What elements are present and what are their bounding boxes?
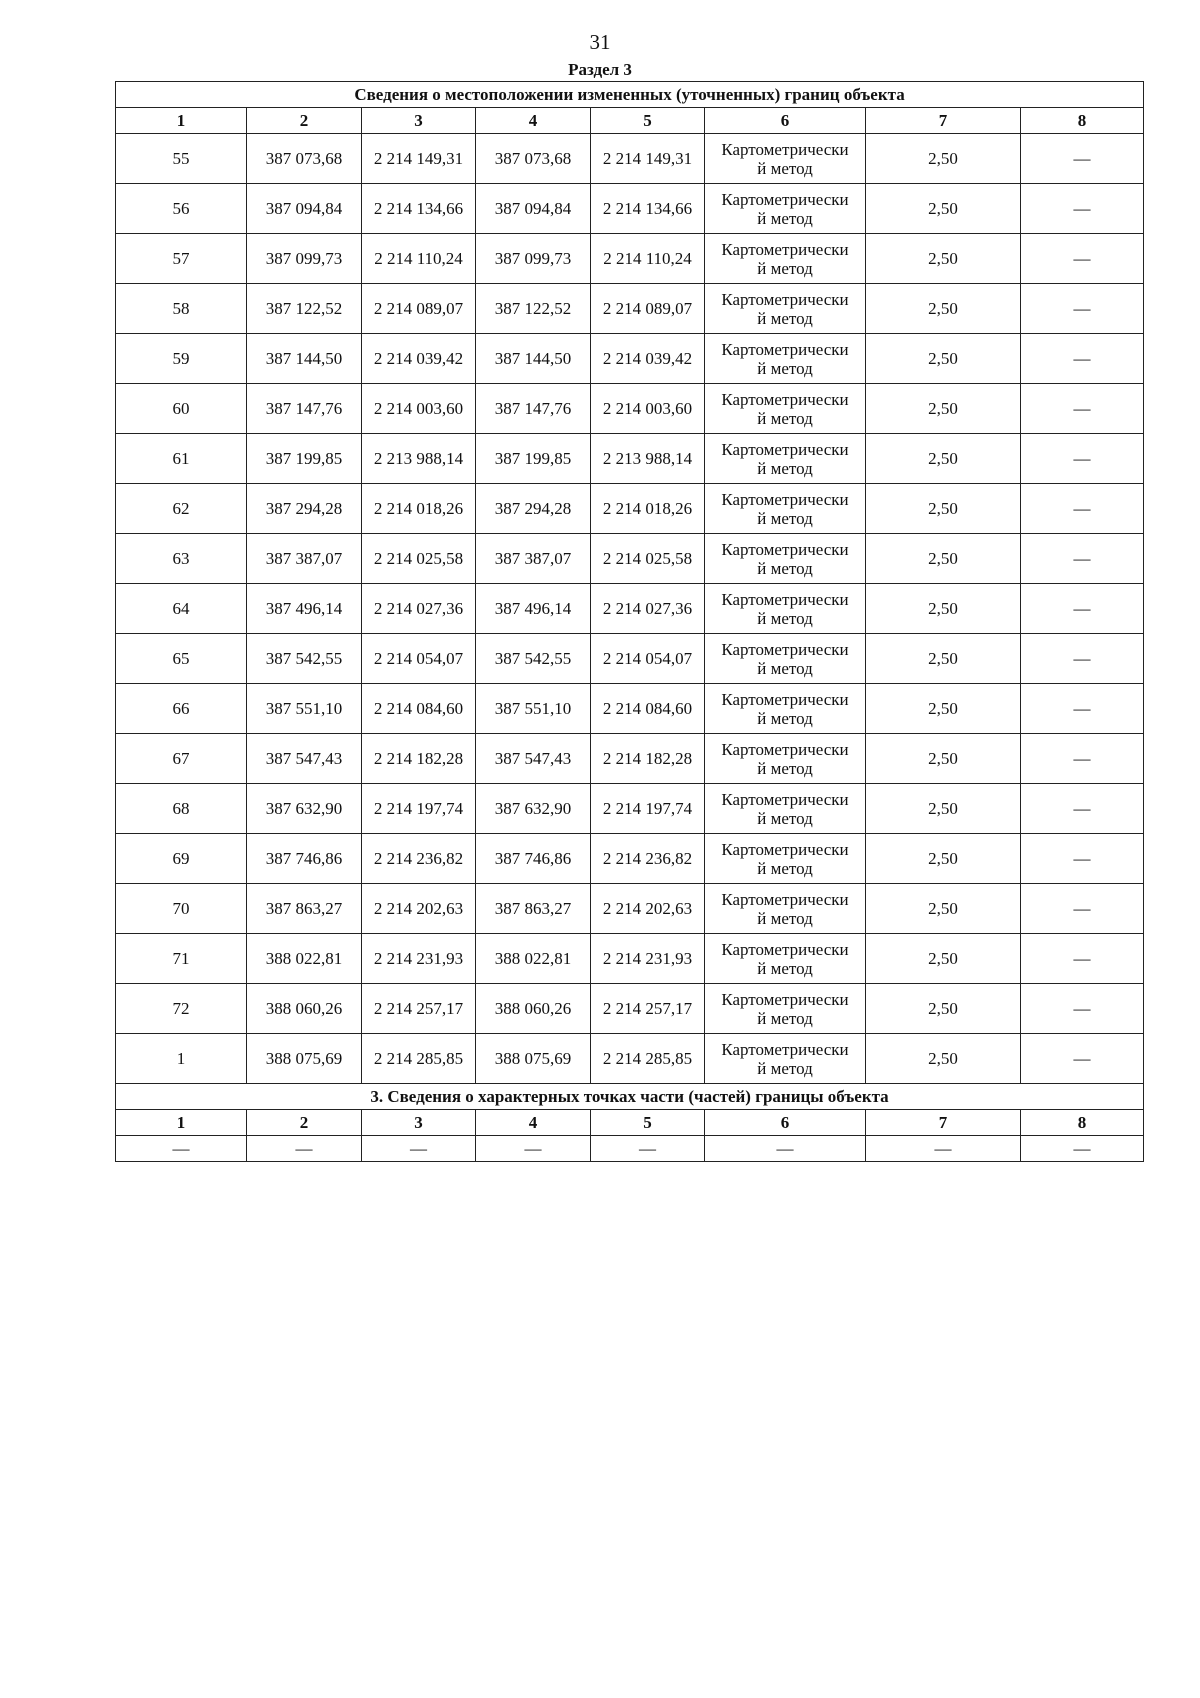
y-existing-cell: 2 214 054,07 — [362, 634, 476, 684]
method-line-2: й метод — [757, 458, 813, 478]
table-row — [116, 734, 1144, 784]
empty-cell: — — [362, 1136, 476, 1162]
method-line-1: Картометрически — [721, 289, 849, 309]
accuracy-cell: 2,50 — [866, 134, 1021, 184]
method-line-2: й метод — [757, 958, 813, 978]
y-refined-cell: 2 214 182,28 — [591, 734, 705, 784]
point-number-cell: 72 — [116, 984, 247, 1034]
table-row — [116, 534, 1144, 584]
y-existing-cell: 2 213 988,14 — [362, 434, 476, 484]
accuracy-cell: 2,50 — [866, 284, 1021, 334]
x-refined-cell: 387 122,52 — [476, 284, 591, 334]
accuracy-cell: 2,50 — [866, 434, 1021, 484]
table-row — [116, 134, 1144, 184]
y-refined-cell: 2 214 054,07 — [591, 634, 705, 684]
point-number-cell: 67 — [116, 734, 247, 784]
x-existing-cell: 387 099,73 — [247, 234, 362, 284]
x-refined-cell: 387 099,73 — [476, 234, 591, 284]
column-number-row — [116, 108, 1144, 134]
caption-part: 3. Сведения о характерных точках части (частей) границы объекта — [116, 1084, 1144, 1110]
method-line-1: Картометрически — [721, 589, 849, 609]
method-line-2: й метод — [757, 358, 813, 378]
point-number-cell: 70 — [116, 884, 247, 934]
y-refined-cell: 2 214 039,42 — [591, 334, 705, 384]
method-line-2: й метод — [757, 508, 813, 528]
note-cell: — — [1021, 184, 1144, 234]
method-cell — [705, 684, 866, 734]
table-row — [116, 884, 1144, 934]
table-row — [116, 684, 1144, 734]
method-line-2: й метод — [757, 708, 813, 728]
method-line-2: й метод — [757, 608, 813, 628]
method-line-1: Картометрически — [721, 939, 849, 959]
table-row — [116, 434, 1144, 484]
y-refined-cell: 2 214 236,82 — [591, 834, 705, 884]
point-number-cell: 61 — [116, 434, 247, 484]
method-line-1: Картометрически — [721, 139, 849, 159]
point-number-cell: 63 — [116, 534, 247, 584]
point-number-cell: 58 — [116, 284, 247, 334]
y-existing-cell: 2 214 134,66 — [362, 184, 476, 234]
y-existing-cell: 2 214 003,60 — [362, 384, 476, 434]
method-line-2: й метод — [757, 1008, 813, 1028]
method-cell — [705, 734, 866, 784]
x-refined-cell: 387 199,85 — [476, 434, 591, 484]
method-cell — [705, 184, 866, 234]
point-number-cell: 56 — [116, 184, 247, 234]
method-line-1: Картометрически — [721, 789, 849, 809]
note-cell: — — [1021, 134, 1144, 184]
y-refined-cell: 2 214 257,17 — [591, 984, 705, 1034]
method-cell — [705, 234, 866, 284]
accuracy-cell: 2,50 — [866, 934, 1021, 984]
point-number-cell: 60 — [116, 384, 247, 434]
x-existing-cell: 387 551,10 — [247, 684, 362, 734]
x-refined-cell: 388 075,69 — [476, 1034, 591, 1084]
method-cell — [705, 1034, 866, 1084]
point-number-cell: 64 — [116, 584, 247, 634]
x-refined-cell: 387 147,76 — [476, 384, 591, 434]
accuracy-cell: 2,50 — [866, 334, 1021, 384]
method-line-2: й метод — [757, 158, 813, 178]
x-refined-cell: 388 060,26 — [476, 984, 591, 1034]
accuracy-cell: 2,50 — [866, 634, 1021, 684]
point-number-cell: 57 — [116, 234, 247, 284]
y-refined-cell: 2 214 197,74 — [591, 784, 705, 834]
note-cell: — — [1021, 1034, 1144, 1084]
table-row — [116, 234, 1144, 284]
note-cell: — — [1021, 934, 1144, 984]
x-existing-cell: 387 632,90 — [247, 784, 362, 834]
accuracy-cell: 2,50 — [866, 734, 1021, 784]
method-line-1: Картометрически — [721, 239, 849, 259]
x-existing-cell: 387 863,27 — [247, 884, 362, 934]
accuracy-cell: 2,50 — [866, 834, 1021, 884]
method-line-1: Картометрически — [721, 489, 849, 509]
method-cell — [705, 834, 866, 884]
method-line-2: й метод — [757, 858, 813, 878]
method-cell — [705, 784, 866, 834]
x-existing-cell: 387 199,85 — [247, 434, 362, 484]
method-line-1: Картометрически — [721, 889, 849, 909]
y-refined-cell: 2 214 027,36 — [591, 584, 705, 634]
x-refined-cell: 387 144,50 — [476, 334, 591, 384]
x-existing-cell: 388 060,26 — [247, 984, 362, 1034]
point-number-cell: 1 — [116, 1034, 247, 1084]
point-number-cell: 65 — [116, 634, 247, 684]
y-existing-cell: 2 214 039,42 — [362, 334, 476, 384]
x-refined-cell: 388 022,81 — [476, 934, 591, 984]
note-cell: — — [1021, 584, 1144, 634]
page-number: 31 — [589, 30, 611, 54]
method-cell — [705, 384, 866, 434]
y-refined-cell: 2 214 134,66 — [591, 184, 705, 234]
point-number-cell: 59 — [116, 334, 247, 384]
method-cell — [705, 934, 866, 984]
method-line-1: Картометрически — [721, 189, 849, 209]
method-cell — [705, 884, 866, 934]
method-cell — [705, 484, 866, 534]
y-refined-cell: 2 214 089,07 — [591, 284, 705, 334]
method-line-2: й метод — [757, 658, 813, 678]
y-refined-cell: 2 214 202,63 — [591, 884, 705, 934]
point-number-cell: 68 — [116, 784, 247, 834]
note-cell: — — [1021, 384, 1144, 434]
accuracy-cell: 2,50 — [866, 884, 1021, 934]
accuracy-cell: 2,50 — [866, 534, 1021, 584]
method-line-1: Картометрически — [721, 639, 849, 659]
x-existing-cell: 387 387,07 — [247, 534, 362, 584]
y-refined-cell: 2 214 149,31 — [591, 134, 705, 184]
empty-cell: — — [247, 1136, 362, 1162]
note-cell: — — [1021, 484, 1144, 534]
method-line-2: й метод — [757, 408, 813, 428]
column-number: 4 — [476, 1110, 591, 1136]
table-row — [116, 334, 1144, 384]
empty-cell: — — [591, 1136, 705, 1162]
x-refined-cell: 387 496,14 — [476, 584, 591, 634]
column-number: 8 — [1021, 1110, 1144, 1136]
method-cell — [705, 584, 866, 634]
method-line-1: Картометрически — [721, 339, 849, 359]
y-existing-cell: 2 214 257,17 — [362, 984, 476, 1034]
section-title: Раздел 3 — [568, 60, 632, 79]
y-existing-cell: 2 214 027,36 — [362, 584, 476, 634]
method-line-1: Картометрически — [721, 539, 849, 559]
method-line-1: Картометрически — [721, 1039, 849, 1059]
y-refined-cell: 2 214 025,58 — [591, 534, 705, 584]
column-number: 6 — [705, 108, 866, 134]
x-existing-cell: 387 496,14 — [247, 584, 362, 634]
x-existing-cell: 387 746,86 — [247, 834, 362, 884]
method-line-1: Картометрически — [721, 839, 849, 859]
y-existing-cell: 2 214 149,31 — [362, 134, 476, 184]
caption-main: Сведения о местоположении измененных (уточненных) границ объекта — [116, 82, 1144, 108]
empty-row — [116, 1136, 1144, 1162]
method-line-2: й метод — [757, 258, 813, 278]
accuracy-cell: 2,50 — [866, 1034, 1021, 1084]
column-number: 5 — [591, 1110, 705, 1136]
method-line-2: й метод — [757, 308, 813, 328]
note-cell: — — [1021, 834, 1144, 884]
method-cell — [705, 534, 866, 584]
column-number: 2 — [247, 108, 362, 134]
empty-cell: — — [476, 1136, 591, 1162]
note-cell: — — [1021, 284, 1144, 334]
empty-cell: — — [866, 1136, 1021, 1162]
y-refined-cell: 2 214 084,60 — [591, 684, 705, 734]
point-number-cell: 62 — [116, 484, 247, 534]
accuracy-cell: 2,50 — [866, 234, 1021, 284]
method-line-2: й метод — [757, 758, 813, 778]
table-row — [116, 834, 1144, 884]
table-row — [116, 784, 1144, 834]
column-number: 8 — [1021, 108, 1144, 134]
method-cell — [705, 434, 866, 484]
y-existing-cell: 2 214 182,28 — [362, 734, 476, 784]
x-existing-cell: 388 075,69 — [247, 1034, 362, 1084]
x-refined-cell: 387 542,55 — [476, 634, 591, 684]
caption-row-main — [116, 82, 1144, 108]
method-cell — [705, 634, 866, 684]
accuracy-cell: 2,50 — [866, 184, 1021, 234]
column-number: 1 — [116, 108, 247, 134]
column-number: 4 — [476, 108, 591, 134]
method-line-1: Картометрически — [721, 439, 849, 459]
method-cell — [705, 134, 866, 184]
table-row — [116, 384, 1144, 434]
note-cell: — — [1021, 434, 1144, 484]
column-number: 7 — [866, 108, 1021, 134]
accuracy-cell: 2,50 — [866, 984, 1021, 1034]
y-existing-cell: 2 214 231,93 — [362, 934, 476, 984]
method-line-2: й метод — [757, 558, 813, 578]
y-existing-cell: 2 214 110,24 — [362, 234, 476, 284]
y-existing-cell: 2 214 236,82 — [362, 834, 476, 884]
note-cell: — — [1021, 684, 1144, 734]
x-existing-cell: 387 542,55 — [247, 634, 362, 684]
x-refined-cell: 387 547,43 — [476, 734, 591, 784]
x-refined-cell: 387 387,07 — [476, 534, 591, 584]
column-number: 3 — [362, 108, 476, 134]
empty-cell: — — [1021, 1136, 1144, 1162]
point-number-cell: 69 — [116, 834, 247, 884]
x-existing-cell: 387 073,68 — [247, 134, 362, 184]
y-refined-cell: 2 214 285,85 — [591, 1034, 705, 1084]
y-refined-cell: 2 214 231,93 — [591, 934, 705, 984]
y-existing-cell: 2 214 084,60 — [362, 684, 476, 734]
accuracy-cell: 2,50 — [866, 684, 1021, 734]
method-line-2: й метод — [757, 808, 813, 828]
method-line-1: Картометрически — [721, 389, 849, 409]
accuracy-cell: 2,50 — [866, 584, 1021, 634]
x-existing-cell: 387 144,50 — [247, 334, 362, 384]
table-row — [116, 184, 1144, 234]
y-existing-cell: 2 214 197,74 — [362, 784, 476, 834]
point-number-cell: 71 — [116, 934, 247, 984]
y-existing-cell: 2 214 025,58 — [362, 534, 476, 584]
x-refined-cell: 387 551,10 — [476, 684, 591, 734]
caption-row-part — [116, 1084, 1144, 1110]
method-line-1: Картометрически — [721, 989, 849, 1009]
column-number: 2 — [247, 1110, 362, 1136]
y-existing-cell: 2 214 089,07 — [362, 284, 476, 334]
point-number-cell: 66 — [116, 684, 247, 734]
note-cell: — — [1021, 734, 1144, 784]
x-existing-cell: 387 094,84 — [247, 184, 362, 234]
note-cell: — — [1021, 984, 1144, 1034]
y-existing-cell: 2 214 285,85 — [362, 1034, 476, 1084]
method-line-2: й метод — [757, 908, 813, 928]
accuracy-cell: 2,50 — [866, 384, 1021, 434]
empty-cell: — — [705, 1136, 866, 1162]
x-refined-cell: 387 294,28 — [476, 484, 591, 534]
table-row — [116, 284, 1144, 334]
column-number: 3 — [362, 1110, 476, 1136]
table-row — [116, 634, 1144, 684]
column-number: 6 — [705, 1110, 866, 1136]
x-refined-cell: 387 632,90 — [476, 784, 591, 834]
y-refined-cell: 2 214 018,26 — [591, 484, 705, 534]
x-refined-cell: 387 094,84 — [476, 184, 591, 234]
method-line-1: Картометрически — [721, 739, 849, 759]
x-refined-cell: 387 073,68 — [476, 134, 591, 184]
x-existing-cell: 387 147,76 — [247, 384, 362, 434]
column-number: 1 — [116, 1110, 247, 1136]
note-cell: — — [1021, 784, 1144, 834]
note-cell: — — [1021, 334, 1144, 384]
method-cell — [705, 984, 866, 1034]
x-existing-cell: 387 547,43 — [247, 734, 362, 784]
x-refined-cell: 387 863,27 — [476, 884, 591, 934]
point-number-cell: 55 — [116, 134, 247, 184]
y-refined-cell: 2 214 110,24 — [591, 234, 705, 284]
y-refined-cell: 2 213 988,14 — [591, 434, 705, 484]
column-number: 5 — [591, 108, 705, 134]
y-existing-cell: 2 214 018,26 — [362, 484, 476, 534]
table-body — [116, 82, 1144, 1162]
note-cell: — — [1021, 234, 1144, 284]
note-cell: — — [1021, 634, 1144, 684]
table-row — [116, 1034, 1144, 1084]
accuracy-cell: 2,50 — [866, 784, 1021, 834]
note-cell: — — [1021, 884, 1144, 934]
column-number-row — [116, 1110, 1144, 1136]
note-cell: — — [1021, 534, 1144, 584]
table-row — [116, 934, 1144, 984]
accuracy-cell: 2,50 — [866, 484, 1021, 534]
x-refined-cell: 387 746,86 — [476, 834, 591, 884]
table-row — [116, 584, 1144, 634]
table-row — [116, 484, 1144, 534]
empty-cell: — — [116, 1136, 247, 1162]
boundary-points-table — [115, 81, 1144, 1162]
x-existing-cell: 387 294,28 — [247, 484, 362, 534]
x-existing-cell: 387 122,52 — [247, 284, 362, 334]
table-row — [116, 984, 1144, 1034]
y-refined-cell: 2 214 003,60 — [591, 384, 705, 434]
method-line-2: й метод — [757, 1058, 813, 1078]
column-number: 7 — [866, 1110, 1021, 1136]
x-existing-cell: 388 022,81 — [247, 934, 362, 984]
method-line-2: й метод — [757, 208, 813, 228]
method-cell — [705, 284, 866, 334]
method-cell — [705, 334, 866, 384]
method-line-1: Картометрически — [721, 689, 849, 709]
y-existing-cell: 2 214 202,63 — [362, 884, 476, 934]
